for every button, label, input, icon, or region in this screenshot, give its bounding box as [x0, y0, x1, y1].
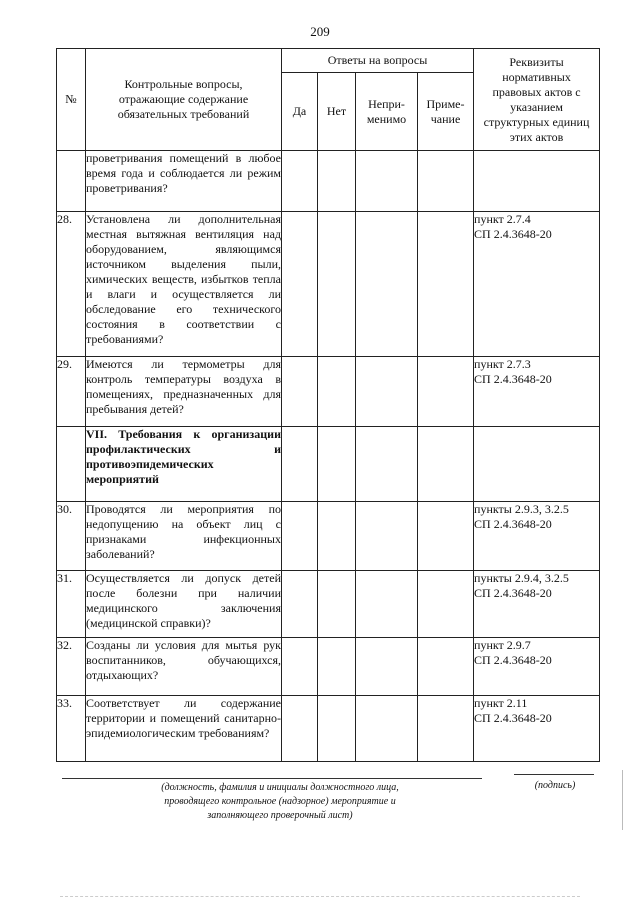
scan-mark	[622, 770, 623, 830]
answer-not-applicable-cell	[356, 151, 418, 212]
row-number: 31.	[57, 571, 86, 638]
row-number	[57, 427, 86, 502]
answer-not-applicable-cell	[356, 502, 418, 571]
official-signature-line	[62, 778, 482, 779]
table-row	[57, 212, 600, 357]
header-yes: Да	[282, 73, 318, 151]
answer-yes-cell	[282, 571, 318, 638]
page-number: 209	[310, 24, 330, 39]
answer-not-applicable-cell	[356, 696, 418, 762]
answer-note-cell	[418, 151, 474, 212]
row-number: 29.	[57, 357, 86, 427]
answer-no-cell	[318, 571, 356, 638]
answer-no-cell	[318, 638, 356, 696]
answer-yes-cell	[282, 212, 318, 357]
answer-yes-cell	[282, 151, 318, 212]
official-caption: (должность, фамилия и инициалы должностного лица, проводящего контрольное (надзорное) мероприятие и заполняющего проверочный лист)	[161, 782, 399, 821]
question-text: Созданы ли условия для мытья рук воспитанников, обучающихся, отдыхающих?	[86, 638, 282, 696]
table-body	[57, 151, 600, 762]
answer-yes-cell	[282, 696, 318, 762]
requisites-text: пункт 2.11 СП 2.4.3648-20	[474, 696, 600, 762]
table-row	[57, 696, 600, 762]
row-number: 28.	[57, 212, 86, 357]
table-row	[57, 151, 600, 212]
requisites-text: пункт 2.7.4 СП 2.4.3648-20	[474, 212, 600, 357]
header-num: №	[57, 49, 86, 151]
question-text: Установлена ли дополнительная местная вытяжная вентиляция над оборудованием, являющимся источником выделения пыли, химических веществ, избытков тепла и влаги и осуществляется ли обследование его технического состояния в соответствии с требованиями?	[86, 212, 282, 357]
signature-line	[514, 774, 594, 775]
section-title: VII. Требования к организации профилактических и противоэпидемических мероприятий	[86, 427, 282, 502]
answer-no-cell	[318, 212, 356, 357]
answer-yes-cell	[282, 502, 318, 571]
question-text: Проводятся ли мероприятия по недопущению на объект лиц с признаками инфекционных заболеваний?	[86, 502, 282, 571]
answer-no-cell	[318, 151, 356, 212]
requisites-text: пункт 2.9.7 СП 2.4.3648-20	[474, 638, 600, 696]
answer-not-applicable-cell	[356, 638, 418, 696]
question-text: Осуществляется ли допуск детей после болезни при наличии медицинского заключения (медицинской справки)?	[86, 571, 282, 638]
table-row	[57, 638, 600, 696]
table-row	[57, 571, 600, 638]
answer-note-cell	[418, 357, 474, 427]
answer-note-cell	[418, 427, 474, 502]
question-text: проветривания помещений в любое время года и соблюдается ли режим проветривания?	[86, 151, 282, 212]
answer-yes-cell	[282, 357, 318, 427]
answer-no-cell	[318, 502, 356, 571]
checklist-table	[56, 48, 600, 762]
answer-not-applicable-cell	[356, 571, 418, 638]
answer-note-cell	[418, 502, 474, 571]
signature-caption: (подпись)	[534, 780, 576, 791]
answer-no-cell	[318, 696, 356, 762]
requisites-text: пункты 2.9.3, 3.2.5 СП 2.4.3648-20	[474, 502, 600, 571]
row-number: 33.	[57, 696, 86, 762]
answer-note-cell	[418, 571, 474, 638]
answer-not-applicable-cell	[356, 212, 418, 357]
answer-no-cell	[318, 427, 356, 502]
row-number: 30.	[57, 502, 86, 571]
scan-edge	[60, 896, 580, 897]
row-number: 32.	[57, 638, 86, 696]
answer-note-cell	[418, 696, 474, 762]
table-row	[57, 357, 600, 427]
answer-note-cell	[418, 212, 474, 357]
answer-no-cell	[318, 357, 356, 427]
requisites-text	[474, 427, 600, 502]
answer-yes-cell	[282, 638, 318, 696]
question-text: Соответствует ли содержание территории и помещений санитарно-эпидемиологическим требованиям?	[86, 696, 282, 762]
header-answers: Ответы на вопросы	[282, 49, 474, 73]
requisites-text	[474, 151, 600, 212]
requisites-text: пункт 2.7.3 СП 2.4.3648-20	[474, 357, 600, 427]
header-requisites: Реквизиты нормативных правовых актов с указанием структурных единиц этих актов	[474, 49, 600, 151]
answer-note-cell	[418, 638, 474, 696]
section-row	[57, 427, 600, 502]
header-note: Приме- чание	[418, 73, 474, 151]
requisites-text: пункты 2.9.4, 3.2.5 СП 2.4.3648-20	[474, 571, 600, 638]
answer-not-applicable-cell	[356, 357, 418, 427]
table-row	[57, 502, 600, 571]
answer-not-applicable-cell	[356, 427, 418, 502]
header-not-applicable: Непри- менимо	[356, 73, 418, 151]
header-question: Контрольные вопросы, отражающие содержание обязательных требований	[86, 49, 282, 151]
question-text: Имеются ли термометры для контроль температуры воздуха в помещениях, предназначенных для пребывания детей?	[86, 357, 282, 427]
row-number	[57, 151, 86, 212]
answer-yes-cell	[282, 427, 318, 502]
header-no: Нет	[318, 73, 356, 151]
